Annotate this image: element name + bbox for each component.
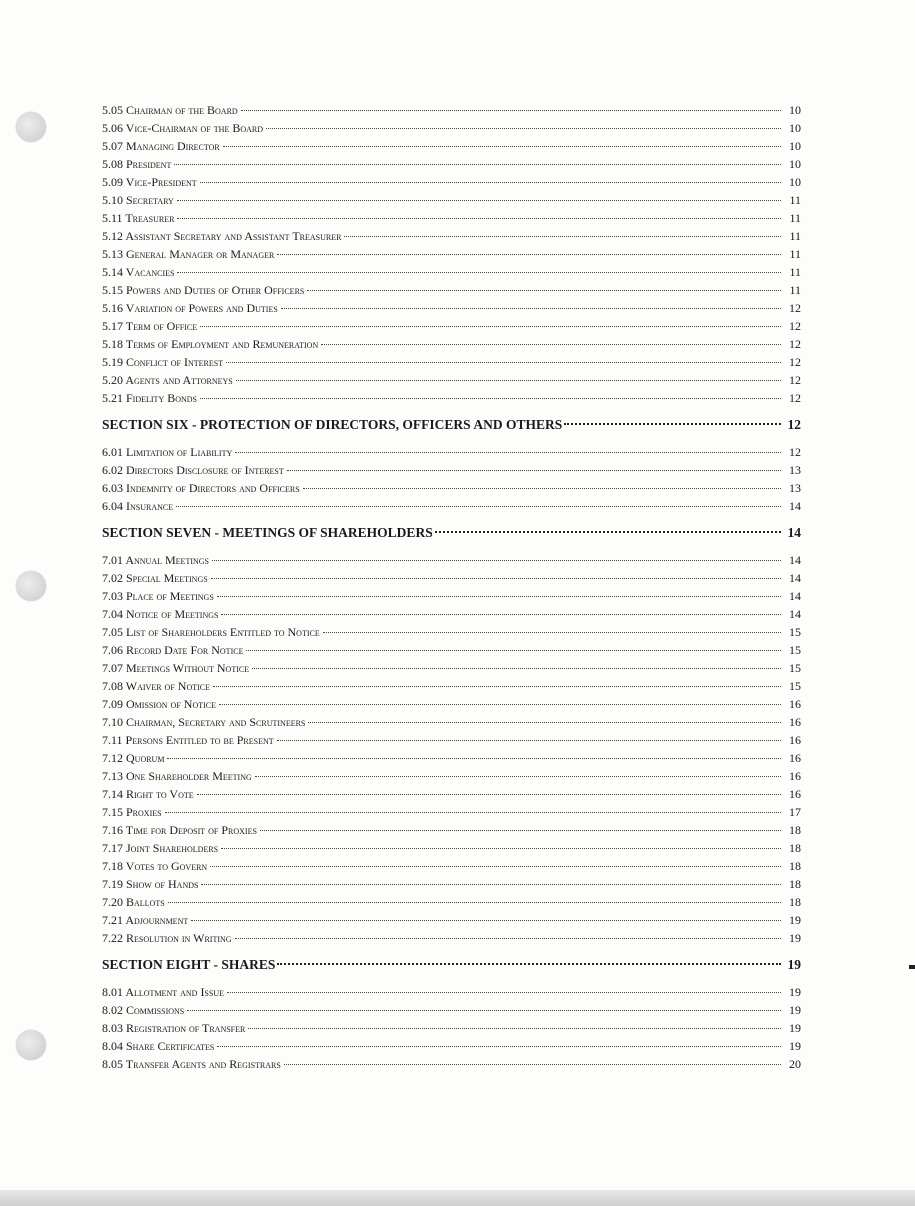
toc-entry-label: 6.04 Insurance (102, 499, 174, 513)
toc-entry-page-number: 10 (789, 121, 801, 135)
toc-entry-page-number: 19 (789, 1003, 801, 1017)
toc-entry-label: 5.15 Powers and Duties of Other Officers (102, 283, 305, 297)
toc-entry-label: 5.18 Terms of Employment and Remuneration (102, 337, 319, 351)
dot-leader (187, 1010, 781, 1011)
toc-entry[interactable] (102, 767, 801, 785)
toc-entry-label: 6.01 Limitation of Liability (102, 445, 233, 459)
toc-entry-page-number: 19 (789, 931, 801, 945)
toc-group-section-eight (102, 983, 801, 1073)
dot-leader (248, 1028, 781, 1029)
toc-entry-label: 7.20 Ballots (102, 895, 165, 909)
toc-entry[interactable] (102, 371, 801, 389)
toc-entry[interactable] (102, 983, 801, 1001)
toc-entry[interactable] (102, 1019, 801, 1037)
toc-entry-label: 6.02 Directors Disclosure of Interest (102, 463, 284, 477)
toc-entry-label: 5.21 Fidelity Bonds (102, 391, 198, 405)
dot-leader (221, 614, 781, 615)
toc-entry-page-number: 19 (789, 985, 801, 999)
toc-entry-label: 5.11 Treasurer (102, 211, 175, 225)
toc-entry[interactable] (102, 875, 801, 893)
toc-entry-page-number: 14 (789, 553, 801, 567)
toc-entry-page-number: 14 (789, 607, 801, 621)
toc-group-section-five (102, 101, 801, 407)
toc-entry-page-number: 18 (789, 895, 801, 909)
toc-entry-page-number: 11 (789, 211, 801, 225)
dot-leader (201, 884, 781, 885)
toc-section-heading[interactable] (102, 956, 801, 974)
toc-entry[interactable] (102, 173, 801, 191)
toc-entry-label: 7.13 One Shareholder Meeting (102, 769, 252, 783)
toc-entry[interactable] (102, 785, 801, 803)
toc-entry-label: 7.19 Show of Hands (102, 877, 199, 891)
dot-leader (564, 423, 781, 425)
dot-leader (323, 632, 781, 633)
toc-entry-page-number: 12 (789, 355, 801, 369)
dot-leader (260, 830, 781, 831)
dot-leader (223, 146, 781, 147)
toc-entry-page-number: 18 (789, 859, 801, 873)
punch-hole (16, 112, 46, 142)
table-of-contents (102, 101, 801, 1073)
toc-entry-page-number: 16 (789, 715, 801, 729)
toc-entry[interactable] (102, 587, 801, 605)
section-page-number: 14 (787, 525, 801, 540)
toc-entry-page-number: 10 (789, 139, 801, 153)
dot-leader (217, 1046, 781, 1047)
dot-leader (277, 740, 781, 741)
toc-entry-page-number: 14 (789, 589, 801, 603)
toc-entry-page-number: 18 (789, 877, 801, 891)
dot-leader (284, 1064, 781, 1065)
dot-leader (200, 326, 781, 327)
toc-entry-label: 8.04 Share Certificates (102, 1039, 215, 1053)
scan-mark (909, 965, 915, 969)
dot-leader (219, 704, 781, 705)
toc-entry-label: 5.08 President (102, 157, 172, 171)
toc-entry-label: 7.22 Resolution in Writing (102, 931, 232, 945)
toc-entry-page-number: 16 (789, 769, 801, 783)
toc-entry-label: 8.02 Commissions (102, 1003, 185, 1017)
toc-entry-page-number: 16 (789, 733, 801, 747)
dot-leader (226, 362, 781, 363)
toc-section-heading[interactable] (102, 524, 801, 542)
toc-entry-page-number: 12 (789, 373, 801, 387)
toc-entry[interactable] (102, 443, 801, 461)
toc-entry-label: 7.18 Votes to Govern (102, 859, 208, 873)
toc-entry-page-number: 15 (789, 679, 801, 693)
toc-entry[interactable] (102, 335, 801, 353)
dot-leader (277, 254, 781, 255)
dot-leader (221, 848, 781, 849)
toc-entry-label: 7.16 Time for Deposit of Proxies (102, 823, 257, 837)
section-page-number: 19 (787, 957, 801, 972)
toc-entry-label: 5.19 Conflict of Interest (102, 355, 224, 369)
toc-entry-page-number: 12 (789, 319, 801, 333)
toc-entry-page-number: 11 (789, 265, 801, 279)
toc-entry-label: 5.05 Chairman of the Board (102, 103, 238, 117)
toc-entry-page-number: 19 (789, 913, 801, 927)
toc-entry-page-number: 12 (789, 337, 801, 351)
toc-group-section-seven (102, 551, 801, 947)
toc-entry-page-number: 20 (789, 1057, 801, 1071)
toc-entry-page-number: 12 (789, 301, 801, 315)
toc-entry-label: 8.05 Transfer Agents and Registrars (102, 1057, 281, 1071)
dot-leader (287, 470, 781, 471)
toc-entry-label: 6.03 Indemnity of Directors and Officers (102, 481, 300, 495)
toc-entry-page-number: 11 (789, 229, 801, 243)
toc-entry[interactable] (102, 353, 801, 371)
toc-entry-label: 5.10 Secretary (102, 193, 174, 207)
toc-entry[interactable] (102, 263, 801, 281)
toc-entry[interactable] (102, 155, 801, 173)
toc-entry-page-number: 16 (789, 697, 801, 711)
toc-entry-page-number: 11 (789, 193, 801, 207)
toc-entry-label: 5.16 Variation of Powers and Duties (102, 301, 278, 315)
toc-entry-label: 7.03 Place of Meetings (102, 589, 214, 603)
toc-entry[interactable] (102, 569, 801, 587)
toc-entry-page-number: 15 (789, 625, 801, 639)
toc-entry[interactable] (102, 119, 801, 137)
toc-entry-page-number: 12 (789, 391, 801, 405)
dot-leader (235, 452, 781, 453)
toc-entry-label: 7.02 Special Meetings (102, 571, 208, 585)
dot-leader (236, 380, 781, 381)
toc-entry[interactable] (102, 893, 801, 911)
toc-entry[interactable] (102, 497, 801, 515)
dot-leader (167, 758, 781, 759)
dot-leader (174, 164, 781, 165)
section-page-number: 12 (787, 417, 801, 432)
toc-entry[interactable] (102, 101, 801, 119)
toc-entry[interactable] (102, 659, 801, 677)
punch-hole (16, 571, 46, 601)
toc-entry-page-number: 12 (789, 445, 801, 459)
toc-entry-label: 7.01 Annual Meetings (102, 553, 209, 567)
dot-leader (255, 776, 781, 777)
toc-entry-label: 8.03 Registration of Transfer (102, 1021, 246, 1035)
dot-leader (303, 488, 781, 489)
scan-edge (0, 1190, 915, 1206)
dot-leader (321, 344, 781, 345)
toc-entry[interactable] (102, 677, 801, 695)
toc-entry-page-number: 14 (789, 499, 801, 513)
toc-entry-label: 5.09 Vice-President (102, 175, 197, 189)
toc-entry-label: 5.14 Vacancies (102, 265, 175, 279)
toc-entry[interactable] (102, 839, 801, 857)
dot-leader (281, 308, 781, 309)
toc-entry-label: 5.12 Assistant Secretary and Assistant Treasurer (102, 229, 342, 243)
dot-leader (197, 794, 781, 795)
toc-entry-label: 7.05 List of Shareholders Entitled to Notice (102, 625, 320, 639)
dot-leader (165, 812, 781, 813)
dot-leader (200, 182, 781, 183)
dot-leader (212, 560, 781, 561)
dot-leader (307, 290, 781, 291)
dot-leader (211, 578, 781, 579)
toc-entry-page-number: 16 (789, 751, 801, 765)
toc-entry[interactable] (102, 731, 801, 749)
dot-leader (200, 398, 781, 399)
toc-entry[interactable] (102, 191, 801, 209)
toc-entry-page-number: 10 (789, 157, 801, 171)
toc-entry-label: 7.04 Notice of Meetings (102, 607, 219, 621)
dot-leader (252, 668, 781, 669)
dot-leader (176, 506, 781, 507)
toc-entry[interactable] (102, 281, 801, 299)
toc-entry[interactable] (102, 551, 801, 569)
toc-entry-page-number: 16 (789, 787, 801, 801)
toc-entry[interactable] (102, 623, 801, 641)
toc-entry[interactable] (102, 299, 801, 317)
toc-entry-page-number: 13 (789, 463, 801, 477)
toc-entry-page-number: 10 (789, 175, 801, 189)
toc-entry[interactable] (102, 857, 801, 875)
toc-entry[interactable] (102, 749, 801, 767)
dot-leader (191, 920, 781, 921)
dot-leader (177, 200, 781, 201)
toc-entry-label: 5.20 Agents and Attorneys (102, 373, 233, 387)
dot-leader (177, 272, 781, 273)
toc-entry-label: 7.09 Omission of Notice (102, 697, 217, 711)
toc-entry-label: 5.07 Managing Director (102, 139, 220, 153)
toc-entry[interactable] (102, 479, 801, 497)
toc-entry-page-number: 19 (789, 1021, 801, 1035)
toc-entry-label: 5.06 Vice-Chairman of the Board (102, 121, 264, 135)
toc-entry-label: 7.12 Quorum (102, 751, 165, 765)
toc-entry-page-number: 14 (789, 571, 801, 585)
toc-entry[interactable] (102, 1037, 801, 1055)
toc-entry-page-number: 13 (789, 481, 801, 495)
toc-entry[interactable] (102, 713, 801, 731)
dot-leader (217, 596, 781, 597)
toc-entry[interactable] (102, 641, 801, 659)
dot-leader (308, 722, 781, 723)
toc-entry[interactable] (102, 1055, 801, 1073)
toc-entry-page-number: 11 (789, 247, 801, 261)
toc-entry-label: 7.17 Joint Shareholders (102, 841, 219, 855)
toc-entry[interactable] (102, 821, 801, 839)
toc-entry-label: 7.07 Meetings Without Notice (102, 661, 250, 675)
toc-entry-page-number: 18 (789, 823, 801, 837)
dot-leader (213, 686, 781, 687)
toc-entry[interactable] (102, 605, 801, 623)
toc-entry-label: 7.21 Adjournment (102, 913, 189, 927)
toc-entry-page-number: 11 (789, 283, 801, 297)
toc-entry[interactable] (102, 317, 801, 335)
dot-leader (266, 128, 781, 129)
toc-entry-label: 7.10 Chairman, Secretary and Scrutineers (102, 715, 306, 729)
toc-entry[interactable] (102, 227, 801, 245)
dot-leader (227, 992, 781, 993)
toc-entry[interactable] (102, 245, 801, 263)
section-title: SECTION SIX - PROTECTION OF DIRECTORS, OFFICERS AND OTHERS (102, 417, 563, 432)
dot-leader (246, 650, 781, 651)
toc-entry-label: 7.08 Waiver of Notice (102, 679, 210, 693)
toc-entry-page-number: 18 (789, 841, 801, 855)
toc-entry-label: 7.15 Proxies (102, 805, 162, 819)
section-title: SECTION EIGHT - SHARES (102, 957, 276, 972)
toc-entry-page-number: 15 (789, 643, 801, 657)
toc-entry-label: 7.14 Right to Vote (102, 787, 194, 801)
dot-leader (177, 218, 781, 219)
toc-entry[interactable] (102, 461, 801, 479)
toc-entry-label: 7.11 Persons Entitled to be Present (102, 733, 274, 747)
dot-leader (168, 902, 781, 903)
dot-leader (277, 963, 781, 965)
dot-leader (241, 110, 781, 111)
toc-section-heading[interactable] (102, 416, 801, 434)
section-title: SECTION SEVEN - MEETINGS OF SHAREHOLDERS (102, 525, 433, 540)
dot-leader (235, 938, 781, 939)
punch-hole (16, 1030, 46, 1060)
toc-entry[interactable] (102, 209, 801, 227)
dot-leader (344, 236, 781, 237)
toc-entry-page-number: 10 (789, 103, 801, 117)
toc-entry[interactable] (102, 389, 801, 407)
toc-entry-label: 5.17 Term of Office (102, 319, 198, 333)
toc-entry[interactable] (102, 137, 801, 155)
toc-entry[interactable] (102, 929, 801, 947)
toc-entry-label: 5.13 General Manager or Manager (102, 247, 275, 261)
toc-entry-page-number: 17 (789, 805, 801, 819)
dot-leader (210, 866, 781, 867)
toc-entry[interactable] (102, 695, 801, 713)
toc-entry[interactable] (102, 1001, 801, 1019)
toc-entry-page-number: 19 (789, 1039, 801, 1053)
toc-entry[interactable] (102, 911, 801, 929)
toc-entry[interactable] (102, 803, 801, 821)
toc-entry-label: 8.01 Allotment and Issue (102, 985, 224, 999)
toc-entry-page-number: 15 (789, 661, 801, 675)
dot-leader (435, 531, 781, 533)
toc-entry-label: 7.06 Record Date For Notice (102, 643, 244, 657)
toc-group-section-six (102, 443, 801, 515)
